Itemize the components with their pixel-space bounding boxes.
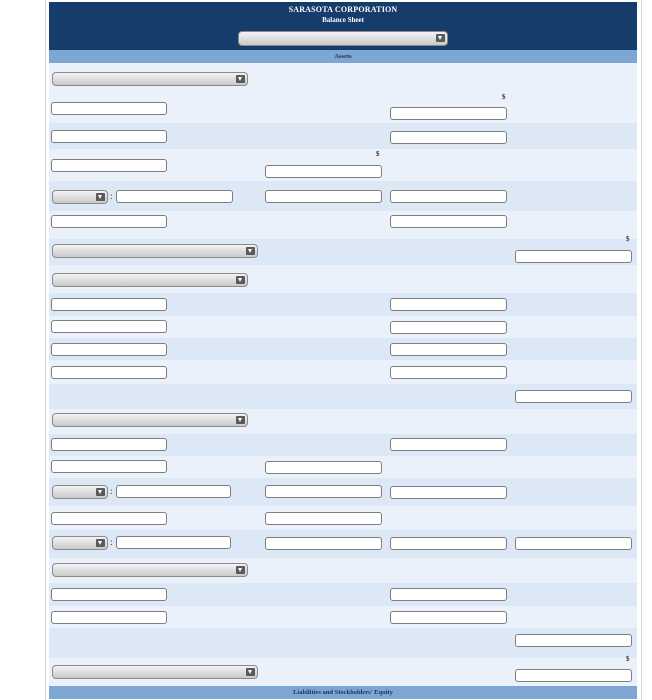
amount-field[interactable]: [390, 366, 507, 379]
amount-field[interactable]: [390, 107, 507, 120]
amount-field[interactable]: [390, 321, 507, 334]
account-name-field[interactable]: [51, 159, 167, 172]
chevron-down-icon: [236, 416, 245, 424]
amount-field[interactable]: [265, 537, 382, 550]
amount-field[interactable]: [265, 512, 382, 525]
amount-field[interactable]: [390, 190, 507, 203]
left-border-line: [45, 0, 46, 700]
amount-field[interactable]: [390, 438, 507, 451]
amount-field[interactable]: [265, 190, 382, 203]
chevron-down-icon: [246, 668, 255, 676]
amount-field[interactable]: [390, 611, 507, 624]
chevron-down-icon: [236, 276, 245, 284]
account-name-field[interactable]: [51, 343, 167, 356]
amount-field[interactable]: [390, 131, 507, 144]
total-field[interactable]: [515, 390, 632, 403]
colon-separator: :: [110, 191, 113, 201]
prefix-select[interactable]: [52, 190, 108, 204]
section-select[interactable]: [52, 72, 248, 86]
section-select[interactable]: [52, 273, 248, 287]
amount-field[interactable]: [265, 485, 382, 498]
dollar-sign: $: [376, 150, 380, 158]
assets-band: Assets: [49, 50, 637, 63]
section-select[interactable]: [52, 413, 248, 427]
account-name-field[interactable]: [116, 190, 233, 203]
total-field[interactable]: [515, 634, 632, 647]
dollar-sign: $: [502, 93, 506, 101]
colon-separator: :: [110, 486, 113, 496]
amount-field[interactable]: [390, 486, 507, 499]
account-name-field[interactable]: [51, 611, 167, 624]
total-field[interactable]: [515, 669, 632, 682]
section-select[interactable]: [52, 244, 258, 258]
total-field[interactable]: [515, 537, 632, 550]
account-name-field[interactable]: [116, 536, 231, 549]
chevron-down-icon: [236, 75, 245, 83]
account-name-field[interactable]: [51, 102, 167, 115]
prefix-select[interactable]: [52, 485, 108, 499]
colon-separator: :: [110, 537, 113, 547]
date-select[interactable]: [238, 31, 448, 46]
amount-field[interactable]: [265, 165, 382, 178]
account-name-field[interactable]: [51, 438, 167, 451]
right-border-line: [641, 0, 642, 700]
chevron-down-icon: [236, 566, 245, 574]
chevron-down-icon: [436, 34, 445, 42]
chevron-down-icon: [246, 247, 255, 255]
account-name-field[interactable]: [51, 130, 167, 143]
total-field[interactable]: [515, 250, 632, 263]
amount-field[interactable]: [390, 298, 507, 311]
account-name-field[interactable]: [51, 512, 167, 525]
account-name-field[interactable]: [51, 215, 167, 228]
statement-title: Balance Sheet: [322, 16, 364, 24]
chevron-down-icon: [96, 488, 105, 496]
account-name-field[interactable]: [51, 320, 167, 333]
account-name-field[interactable]: [116, 485, 231, 498]
amount-field[interactable]: [390, 588, 507, 601]
dollar-sign: $: [626, 235, 630, 243]
chevron-down-icon: [96, 539, 105, 547]
dollar-sign: $: [626, 655, 630, 663]
account-name-field[interactable]: [51, 366, 167, 379]
amount-field[interactable]: [390, 215, 507, 228]
amount-field[interactable]: [265, 461, 382, 474]
account-name-field[interactable]: [51, 460, 167, 473]
account-name-field[interactable]: [51, 588, 167, 601]
company-name: SARASOTA CORPORATION: [288, 5, 398, 14]
chevron-down-icon: [96, 193, 105, 201]
account-name-field[interactable]: [51, 298, 167, 311]
liabilities-band: Liabilities and Stockholders' Equity: [49, 686, 637, 699]
section-select[interactable]: [52, 665, 258, 679]
amount-field[interactable]: [390, 343, 507, 356]
amount-field[interactable]: [390, 537, 507, 550]
prefix-select[interactable]: [52, 536, 108, 550]
section-select[interactable]: [52, 563, 248, 577]
